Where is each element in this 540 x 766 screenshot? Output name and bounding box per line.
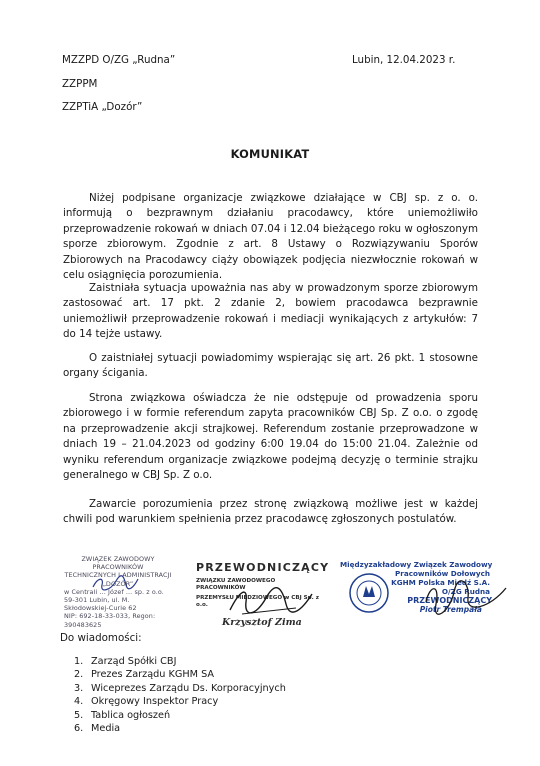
list-item: 1. Zarząd Spółki CBJ: [74, 656, 177, 667]
list-item: 5. Tablica ogłoszeń: [74, 709, 171, 721]
sender-line-zzppm: ZZPPM: [62, 78, 98, 90]
signature-zima: [226, 580, 316, 620]
stamp-line-1: ZWIĄZKU ZAWODOWEGO PRACOWNIKÓW: [196, 578, 276, 592]
list-item: 2. Prezes Zarządu KGHM SA: [74, 669, 215, 681]
cc-label: Do wiadomości:: [60, 632, 142, 644]
list-item: 4. Okręgowy Inspektor Pracy: [74, 696, 219, 708]
cc-list: [74, 655, 286, 735]
paragraph-5: Zawarcie porozumienia przez stronę związkową możliwe jest w każdej chwili pod warunkiem spełnienia przez pracodawcę zgłoszonych postulatów.: [63, 498, 478, 526]
stamp-mzzpd-line-1: Międzyzakładowy Związek Zawodowy: [340, 560, 493, 569]
stamp-dozor-line-3: „DOZÓR”: [102, 579, 134, 588]
stamp-name: Krzysztof Zima: [222, 617, 302, 629]
stamp-dozor-line-4: w Centrali ... Józef ... sp. z o.o.: [64, 587, 164, 596]
list-item: 6. Media: [74, 723, 121, 735]
stamp-mzzpd: [340, 560, 510, 614]
stamp-mzzpd-line-6: Piotr Trempała: [419, 605, 482, 614]
stamp-mzzpd-line-4: O/ZG Rudna: [441, 587, 490, 596]
paragraph-1: Niżej podpisane organizacje związkowe działające w CBJ sp. z o. o. informują o bezprawnym działaniu pracodawcy, które uniemożliwiło przeprowadzenie rokowań w dniach 07.04 i 12.04 bieżącego roku w ogłoszonym sporze zbiorowym. Zgodnie z art. 8 Ustawy o Rozwiązywaniu Sporów Zbiorowych na Pracodawcy ciąży obowiązek podjęcia niezwłocznie rokowań w celu osiągnięcia porozumienia.: [63, 192, 478, 282]
stamp-mzzpd-line-3: KGHM Polska Miedź S.A.: [391, 578, 490, 587]
paragraph-2: Zaistniała sytuacja upoważnia nas aby w prowadzonym sporze zbiorowym zastosować art. 17 pkt. 2 zdanie 2, bowiem pracodawca bezprawnie uniemożliwił przeprowadzenie rokowań i mediacji wynikających z artykułów: 7 do 14 tejże ustawy.: [63, 282, 478, 341]
signature-dozor: [90, 573, 140, 593]
stamp-dozor-line-2: TECHNICZNYCH I ADMINISTRACJI: [64, 571, 172, 580]
sender-line-zzptia: ZZPTiA „Dozór”: [62, 101, 143, 113]
signature-trempala: [420, 578, 510, 618]
stamp-line-2: PRZEMYSŁU MIEDZIOWEGO w CBJ Sp. z o.o.: [196, 595, 319, 609]
round-seal-icon: [348, 572, 390, 614]
paragraph-4: Strona związkowa oświadcza że nie odstępuje od prowadzenia sporu zbiorowego i w formie referendum zapyta pracowników CBJ Sp. Z o.o. o zgodę na przeprowadzenie akcji strajkowej. Referendum zostanie przeprowadzone w dniach 19 – 21.04.2023 od godziny 6:00 19.04 do 15:00 21.04. Zależnie od wyniku referendum organizacje związkowe podejmą decyzję o terminie strajku generalnego w CBJ Sp. Z o.o.: [63, 392, 478, 482]
document-title: KOMUNIKAT: [230, 147, 310, 161]
list-item: 3. Wiceprezes Zarządu Ds. Korporacyjnych: [74, 682, 286, 694]
stamp-chairman-zzppm: [196, 560, 330, 631]
stamp-dozor-line-5: 59-301 Lubin, ul. M. Skłodowskiej-Curie 62: [64, 596, 137, 613]
stamp-dozor-line-6: NIP: 692-18-33-033, Regon: 390483625: [64, 612, 156, 629]
place-and-date: Lubin, 12.04.2023 r.: [352, 54, 456, 66]
sender-line-mzzpd: MZZPD O/ZG „Rudna”: [62, 54, 176, 66]
paragraph-3: O zaistniałej sytuacji powiadomimy wspierając się art. 26 pkt. 1 stosowne organy ścigania.: [63, 352, 478, 380]
stamp-dozor: [64, 555, 172, 629]
stamp-mzzpd-line-5: PRZEWODNICZĄCY: [407, 596, 492, 605]
stamp-heading: PRZEWODNICZĄCY: [196, 561, 330, 574]
stamp-dozor-line-1: ZWIĄZEK ZAWODOWY PRACOWNIKÓW: [81, 555, 155, 572]
stamp-mzzpd-line-2: Pracowników Dołowych: [395, 569, 490, 578]
